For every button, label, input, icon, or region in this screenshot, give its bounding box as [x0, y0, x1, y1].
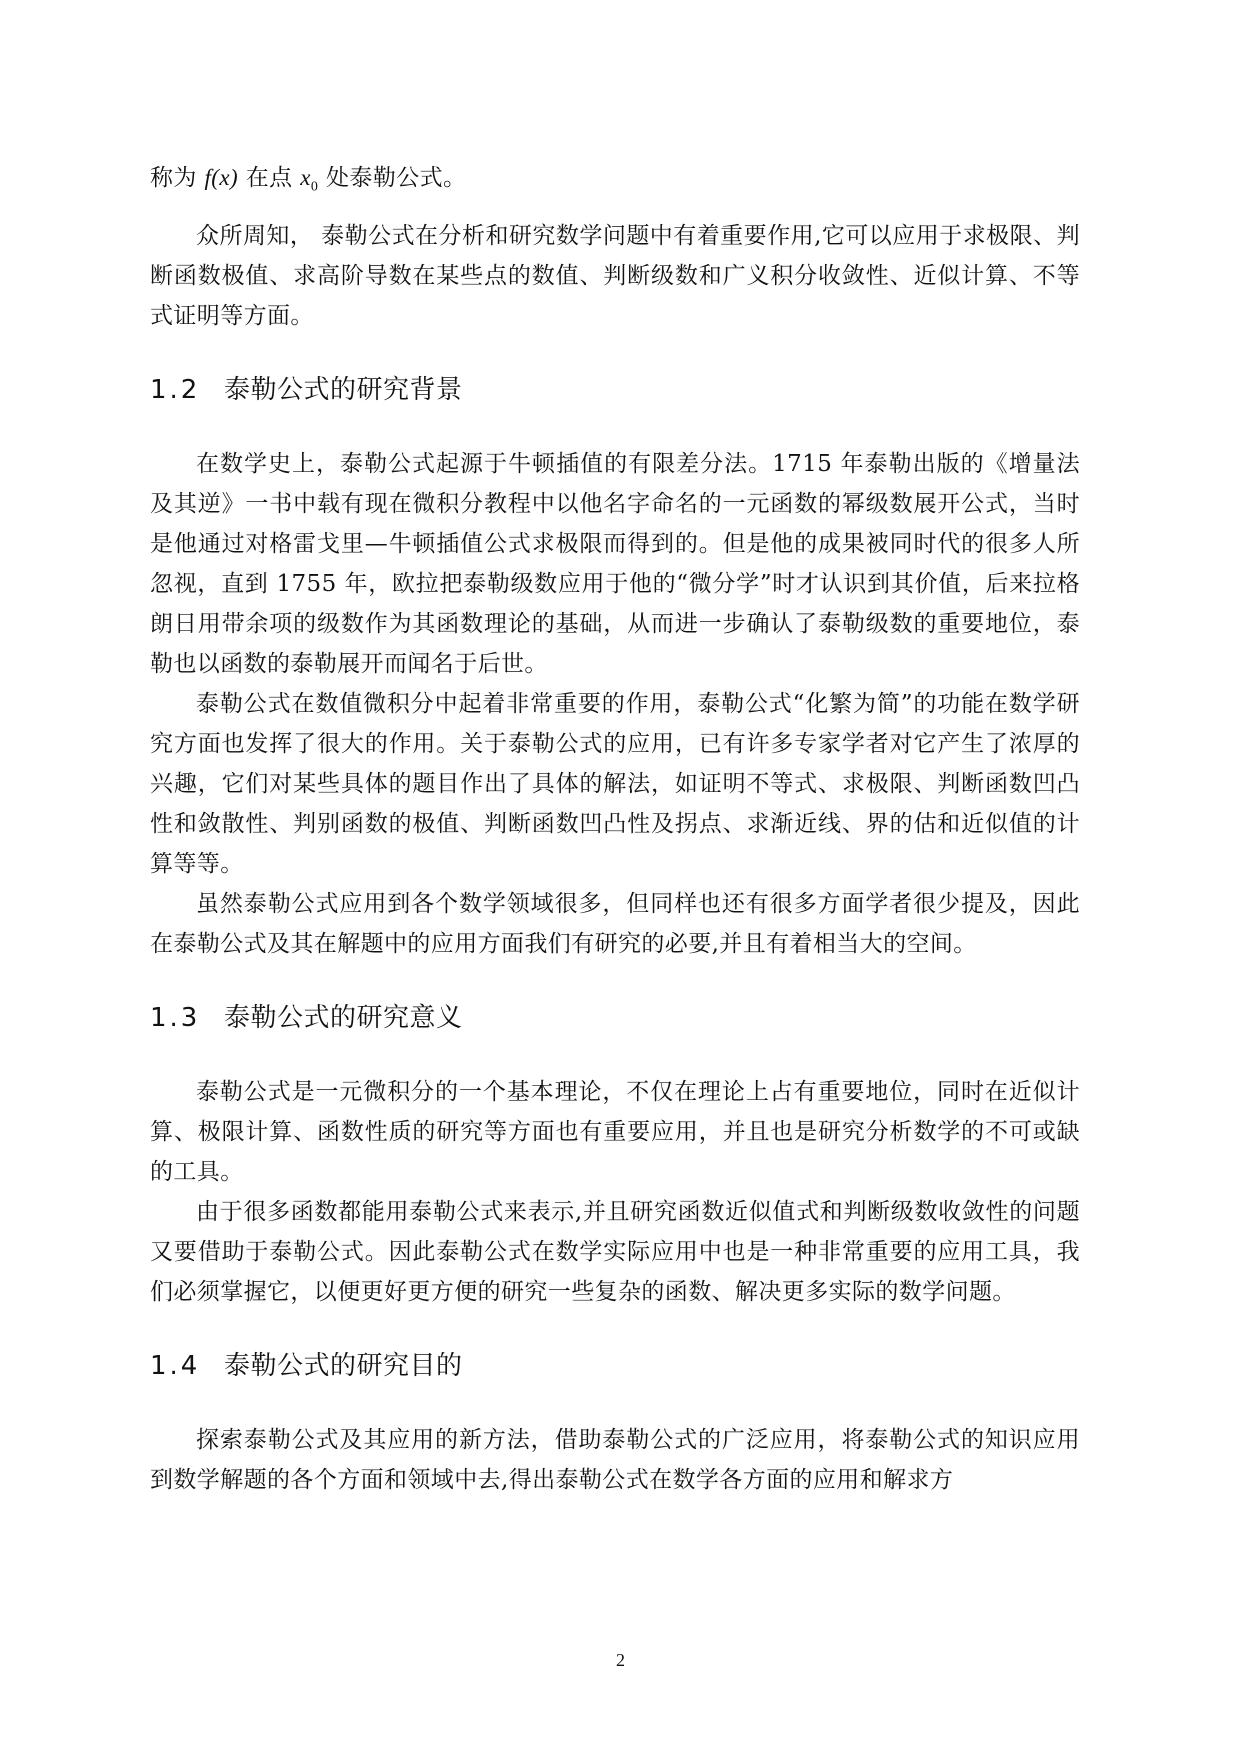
section-number: 1.2	[150, 374, 201, 405]
section-heading-1-2	[150, 370, 1080, 410]
section-number: 1.4	[150, 1350, 201, 1381]
paragraph: 泰勒公式是一元微积分的一个基本理论，不仅在理论上占有重要地位，同时在近似计算、极限计算、函数性质的研究等方面也有重要应用，并且也是研究分析数学的不可或缺的工具。	[150, 1078, 1080, 1185]
intro-suffix: 处泰勒公式。	[318, 165, 467, 191]
paragraph-known: 众所周知， 泰勒公式在分析和研究数学问题中有着重要作用,它可以应用于求极限、判断函数极值、求高阶导数在某些点的数值、判断级数和广义积分收敛性、近似计算、不等式证明等方面。	[150, 222, 1080, 329]
page-content	[150, 158, 1080, 1500]
page-number: 2	[616, 1650, 625, 1670]
paragraph: 在数学史上，泰勒公式起源于牛顿插值的有限差分法。1715 年泰勒出版的《增量法及其逆》一书中载有现在微积分教程中以他名字命名的一元函数的幂级数展开公式，当时是他通过对格雷戈里—牛顿插值公式求极限而得到的。但是他的成果被同时代的很多人所忽视，直到 1755 年，欧拉把泰勒级数应用于他的“微分学”时才认识到其价值，后来拉格朗日用带余项的级数作为其函数理论的基础，从而进一步确认了泰勒级数的重要地位，泰勒也以函数的泰勒展开而闻名于后世。	[150, 450, 1080, 677]
paragraph: 探索泰勒公式及其应用的新方法，借助泰勒公式的广泛应用，将泰勒公式的知识应用到数学解题的各个方面和领域中去,得出泰勒公式在数学各方面的应用和解求方	[150, 1426, 1080, 1493]
section-heading-1-3	[150, 998, 1080, 1038]
section-heading-1-4	[150, 1346, 1080, 1386]
paragraph: 虽然泰勒公式应用到各个数学领域很多，但同样也还有很多方面学者很少提及，因此在泰勒公式及其在解题中的应用方面我们有研究的必要,并且有着相当大的空间。	[150, 890, 1080, 957]
intro-line	[150, 158, 1080, 208]
point-symbol: $x_0$	[300, 165, 319, 195]
section-number: 1.3	[150, 1002, 201, 1033]
section-title: 泰勒公式的研究背景	[224, 374, 463, 405]
function-symbol: f(x)	[204, 165, 239, 190]
paragraph: 泰勒公式在数值微积分中起着非常重要的作用，泰勒公式“化繁为简”的功能在数学研究方面也发挥了很大的作用。关于泰勒公式的应用，已有许多专家学者对它产生了浓厚的兴趣，它们对某些具体的题目作出了具体的解法，如证明不等式、求极限、判断函数凹凸性和敛散性、判别函数的极值、判断函数凹凸性及拐点、求渐近线、界的估和近似值的计算等等。	[150, 690, 1080, 877]
intro-prefix: 称为	[150, 165, 205, 191]
section-title: 泰勒公式的研究目的	[224, 1350, 463, 1381]
intro-middle: 在点	[238, 165, 301, 191]
section-title: 泰勒公式的研究意义	[224, 1002, 463, 1033]
paragraph: 由于很多函数都能用泰勒公式来表示,并且研究函数近似值式和判断级数收敛性的问题又要借助于泰勒公式。因此泰勒公式在数学实际应用中也是一种非常重要的应用工具，我们必须掌握它，以便更好更方便的研究一些复杂的函数、解决更多实际的数学问题。	[150, 1198, 1080, 1305]
